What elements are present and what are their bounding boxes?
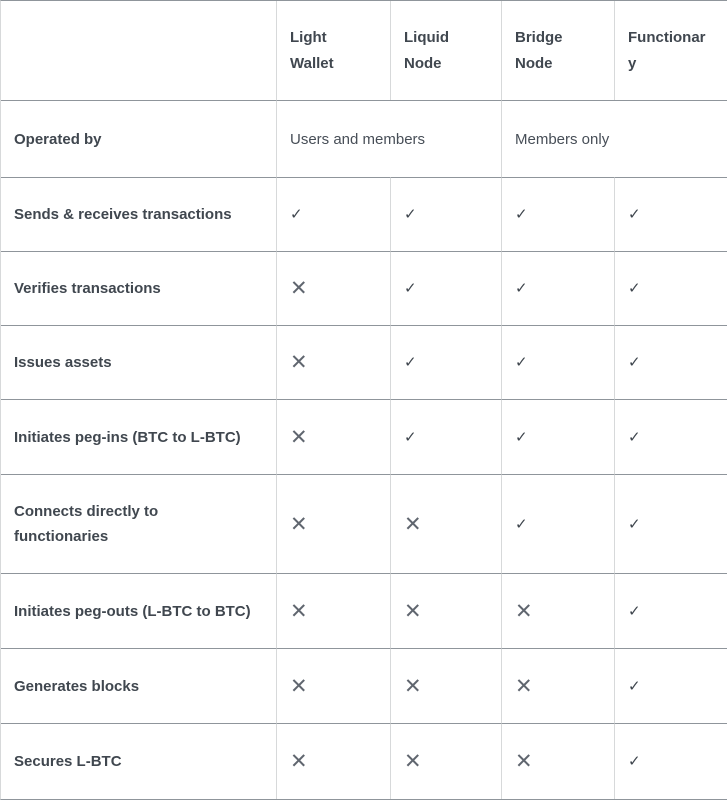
operated-by-row <box>1 100 727 177</box>
mark: ✓ <box>515 353 528 371</box>
table-row <box>1 648 727 723</box>
table-row <box>1 325 727 399</box>
mark-cell <box>614 474 727 573</box>
column-header-liquid-node <box>390 1 501 100</box>
mark: ✕ <box>404 598 422 623</box>
mark: ✕ <box>404 749 422 773</box>
table-row <box>1 474 727 573</box>
column-header-label: Light Wallet <box>290 28 334 72</box>
mark: ✕ <box>290 350 308 374</box>
mark-cell <box>390 177 501 251</box>
table-row <box>1 177 727 251</box>
row-label: Sends & receives transactions <box>1 177 276 251</box>
mark-cell <box>501 177 614 251</box>
column-header-label: Liquid Node <box>404 28 449 72</box>
mark-cell <box>614 723 727 799</box>
mark-cell <box>501 251 614 325</box>
mark-cell <box>614 251 727 325</box>
row-label: Initiates peg-outs (L-BTC to BTC) <box>1 573 276 648</box>
mark-cell <box>276 399 390 474</box>
mark: ✓ <box>404 279 417 297</box>
mark: ✓ <box>628 353 641 371</box>
mark-cell <box>614 177 727 251</box>
mark: ✓ <box>628 279 641 297</box>
mark-cell <box>390 648 501 723</box>
column-header-label: Functionary <box>628 28 706 72</box>
row-label: Verifies transactions <box>1 251 276 325</box>
operated-by-members-cell: Members only <box>501 100 727 177</box>
mark-cell <box>501 648 614 723</box>
mark-cell <box>390 573 501 648</box>
mark-cell <box>390 325 501 399</box>
mark-cell <box>276 251 390 325</box>
mark-cell <box>614 399 727 474</box>
mark-cell <box>276 474 390 573</box>
mark-cell <box>390 723 501 799</box>
mark-cell <box>614 325 727 399</box>
mark: ✓ <box>404 205 417 223</box>
mark: ✓ <box>628 205 641 223</box>
row-label: Generates blocks <box>1 648 276 723</box>
table-row <box>1 723 727 799</box>
mark: ✓ <box>515 205 528 223</box>
header-row <box>1 1 727 100</box>
mark-cell <box>614 573 727 648</box>
row-label: Connects directly to functionaries <box>1 474 276 573</box>
mark: ✓ <box>628 514 641 533</box>
mark-cell <box>501 573 614 648</box>
column-header-label: Bridge Node <box>515 28 563 72</box>
mark-cell <box>501 723 614 799</box>
mark: ✓ <box>628 752 641 770</box>
mark: ✓ <box>628 676 641 695</box>
mark: ✓ <box>628 427 641 446</box>
table-row <box>1 251 727 325</box>
mark-cell <box>276 723 390 799</box>
operated-by-users-cell: Users and members <box>276 100 501 177</box>
mark: ✕ <box>404 511 422 536</box>
mark: ✕ <box>290 598 308 623</box>
mark-cell <box>276 573 390 648</box>
mark-cell <box>390 474 501 573</box>
mark: ✓ <box>404 353 417 371</box>
mark-cell <box>501 325 614 399</box>
header-cell-empty <box>1 1 276 100</box>
mark-cell <box>501 399 614 474</box>
mark: ✕ <box>290 276 308 300</box>
mark-cell <box>390 399 501 474</box>
mark: ✕ <box>515 673 533 698</box>
row-label: Operated by <box>1 100 276 177</box>
mark: ✓ <box>515 427 528 446</box>
table-row <box>1 399 727 474</box>
mark: ✕ <box>515 598 533 623</box>
mark: ✓ <box>515 514 528 533</box>
row-label: Initiates peg-ins (BTC to L-BTC) <box>1 399 276 474</box>
column-header-bridge-node <box>501 1 614 100</box>
row-label: Secures L-BTC <box>1 723 276 799</box>
mark-cell <box>276 325 390 399</box>
row-label: Issues assets <box>1 325 276 399</box>
mark: ✕ <box>290 673 308 698</box>
table-row <box>1 573 727 648</box>
mark: ✓ <box>515 279 528 297</box>
mark-cell <box>614 648 727 723</box>
mark: ✕ <box>290 511 308 536</box>
mark: ✓ <box>290 205 303 223</box>
mark: ✕ <box>290 424 308 449</box>
mark: ✓ <box>404 427 417 446</box>
mark-cell <box>276 648 390 723</box>
column-header-light-wallet <box>276 1 390 100</box>
mark: ✕ <box>515 749 533 773</box>
mark: ✓ <box>628 601 641 620</box>
column-header-functionary <box>614 1 727 100</box>
mark-cell <box>276 177 390 251</box>
mark-cell <box>390 251 501 325</box>
mark-cell <box>501 474 614 573</box>
mark: ✕ <box>290 749 308 773</box>
mark: ✕ <box>404 673 422 698</box>
